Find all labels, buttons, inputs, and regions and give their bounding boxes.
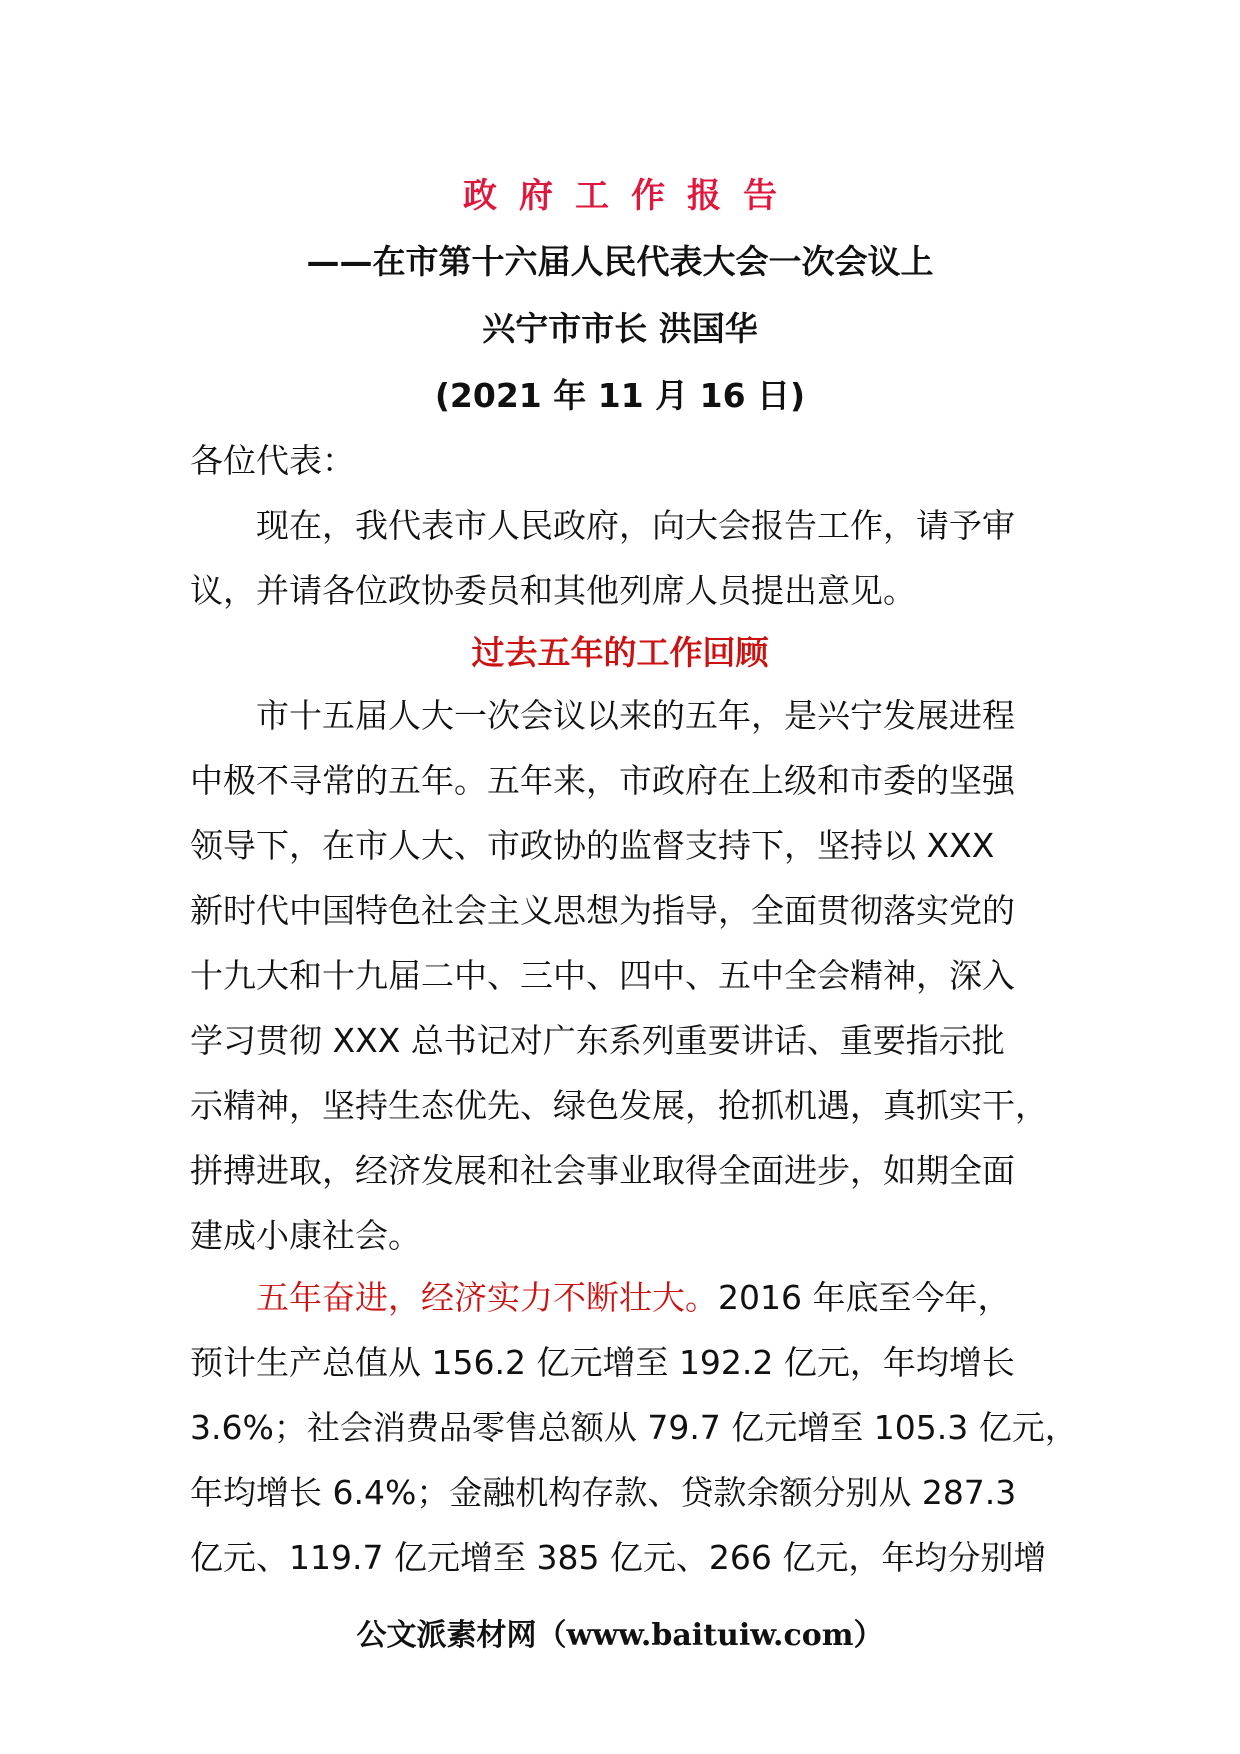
paragraph-line: 拼搏进取，经济发展和社会事业取得全面进步，如期全面 xyxy=(190,1151,1015,1190)
paragraph-line: 建成小康社会。 xyxy=(190,1216,421,1255)
document-title: 政府工作报告 xyxy=(463,176,799,216)
paragraph-line: 年均增长 6.4%；金融机构存款、贷款余额分别从 287.3 xyxy=(190,1473,1017,1512)
speaker-line: 兴宁市市长 洪国华 xyxy=(482,309,758,348)
paragraph-intro xyxy=(190,493,1060,623)
paragraph-line: 领导下，在市人大、市政协的监督支持下，坚持以 XXX xyxy=(190,826,995,865)
paragraph-line: 预计生产总值从 156.2 亿元增至 192.2 亿元，年均增长 xyxy=(190,1343,1015,1382)
paragraph-line: 市十五届人大一次会议以来的五年，是兴宁发展进程 xyxy=(256,696,1015,735)
paragraph-line: 新时代中国特色社会主义思想为指导，全面贯彻落实党的 xyxy=(190,891,1015,930)
paragraph-line: 3.6%；社会消费品零售总额从 79.7 亿元增至 105.3 亿元， xyxy=(190,1408,1078,1447)
paragraph-line: 议，并请各位政协委员和其他列席人员提出意见。 xyxy=(190,571,916,610)
footer-watermark: 公文派素材网（www.baituiw.com） xyxy=(356,1618,884,1653)
section-heading: 过去五年的工作回顾 xyxy=(471,633,769,672)
paragraph-economy xyxy=(190,1265,1078,1590)
paragraph-line: 十九大和十九届二中、三中、四中、五中全会精神，深入 xyxy=(190,956,1015,995)
paragraph-line: 现在，我代表市人民政府，向大会报告工作，请予审 xyxy=(256,506,1015,545)
paragraph-line xyxy=(190,1265,1060,1330)
paragraph-line: 示精神，坚持生态优先、绿色发展，抢抓机遇，真抓实干， xyxy=(190,1086,1048,1125)
paragraph-line: 学习贯彻 XXX 总书记对广东系列重要讲话、重要指示批 xyxy=(190,1021,1005,1060)
document-subtitle: ——在市第十六届人民代表大会一次会议上 xyxy=(306,242,934,281)
greeting-text: 各位代表： xyxy=(190,441,355,480)
greeting xyxy=(190,428,1060,493)
paragraph-line: 中极不寻常的五年。五年来，市政府在上级和市委的坚强 xyxy=(190,761,1015,800)
highlight-text: 五年奋进，经济实力不断壮大。 xyxy=(256,1278,718,1317)
paragraph-review xyxy=(190,683,1060,1268)
paragraph-line: 亿元、119.7 亿元增至 385 亿元、266 亿元，年均分别增 xyxy=(190,1538,1047,1577)
paragraph-line-rest: 2016 年底至今年， xyxy=(718,1278,1011,1317)
date-line: (2021 年 11 月 16 日) xyxy=(434,376,806,415)
